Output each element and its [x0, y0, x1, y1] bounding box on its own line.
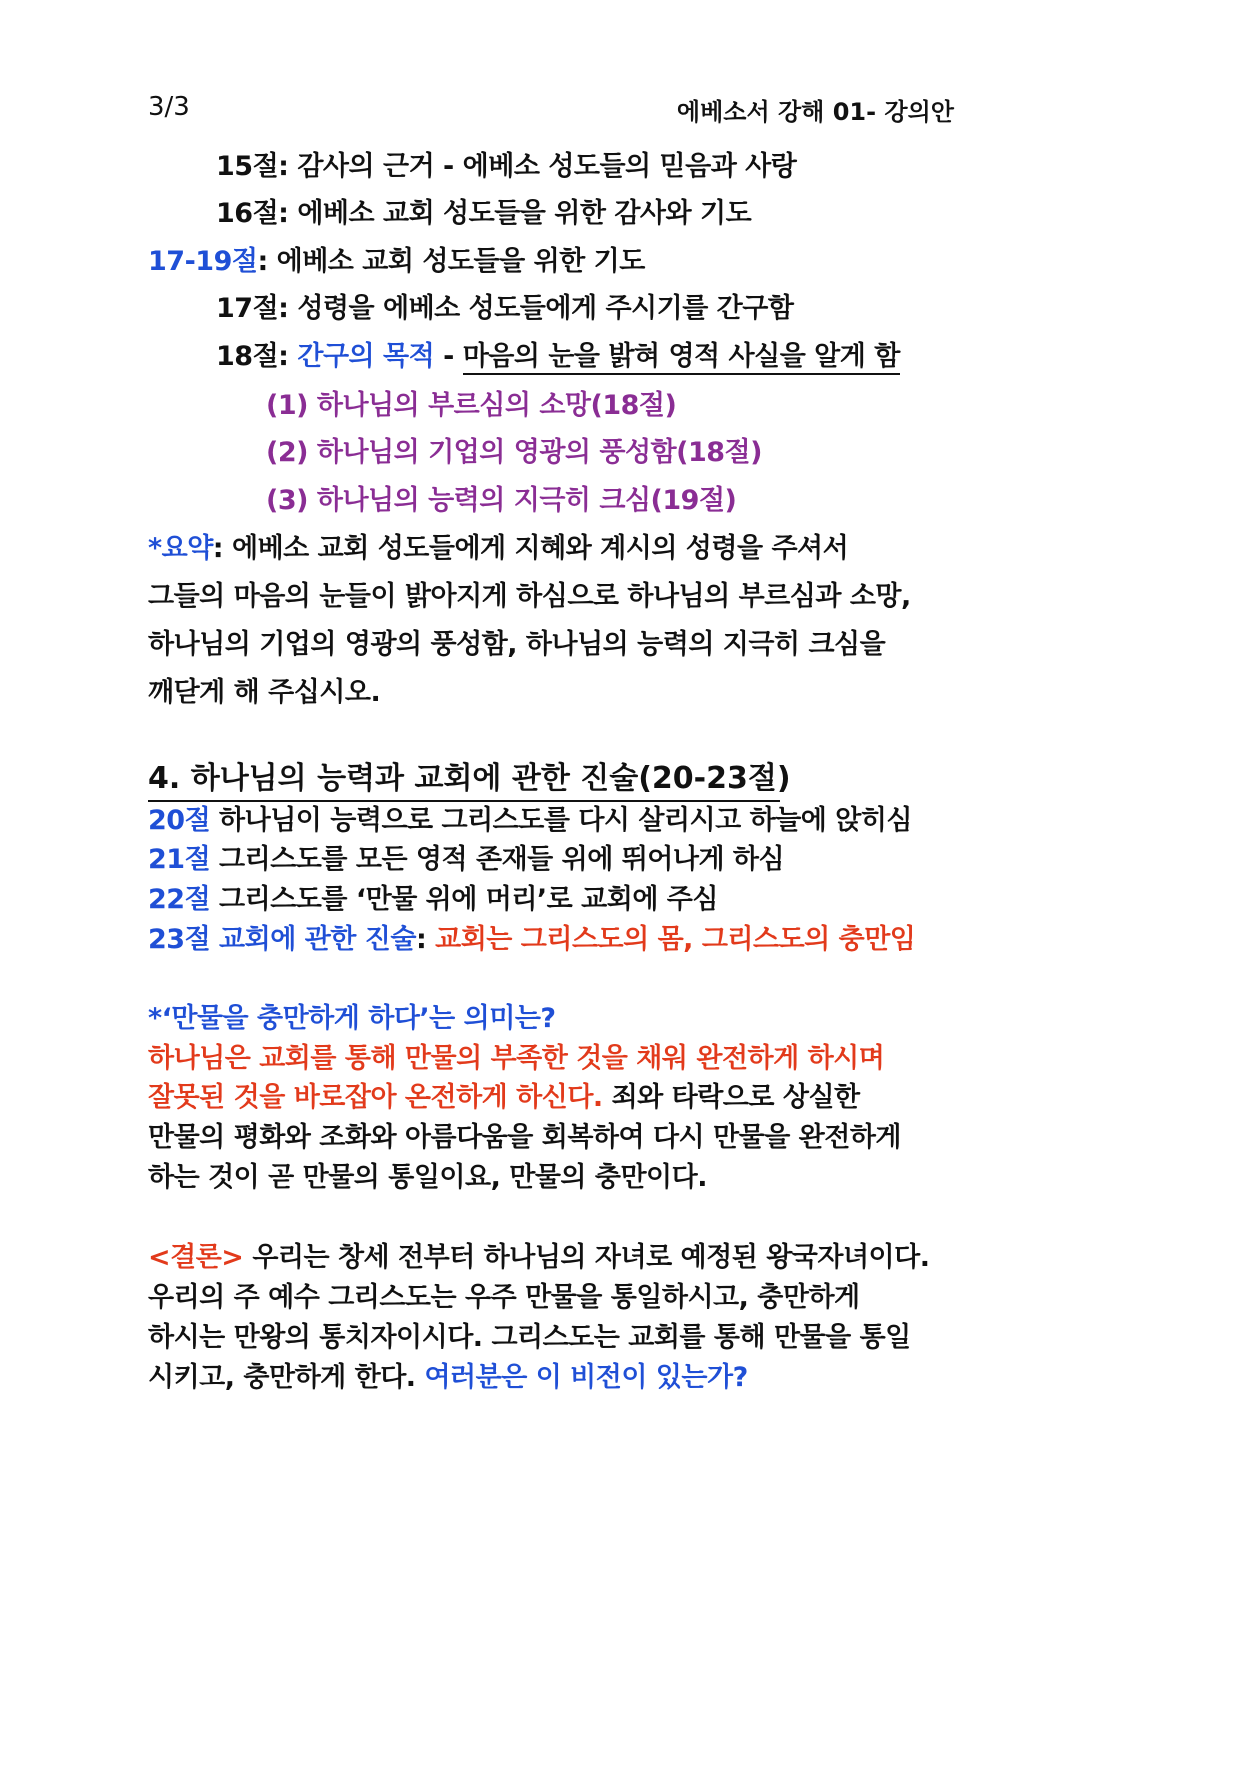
- purpose-point-2: (2) 하나님의 기업의 영광의 풍성함(18절): [266, 437, 762, 468]
- section-4-verse-22: [148, 880, 978, 920]
- page-number: 3/3: [148, 92, 190, 122]
- verse-range-text: : 에베소 교회 성도들을 위한 기도: [257, 246, 645, 277]
- conclusion-line-4: [148, 1358, 978, 1398]
- verse-21-label: 21절: [148, 844, 211, 875]
- verse-18-dash: -: [434, 341, 463, 372]
- meaning-line-2: [148, 1078, 978, 1118]
- outline-verse-17: 17절: 성령을 에베소 성도들에게 주시기를 간구함: [216, 293, 794, 324]
- purpose-point-3: (3) 하나님의 능력의 지극히 크심(19절): [266, 485, 737, 516]
- verse-18-prefix: 18절:: [216, 341, 298, 372]
- verse-20-label: 20절: [148, 805, 211, 836]
- conclusion-text-4: 시키고, 충만하게 한다.: [148, 1362, 416, 1393]
- meaning-question: *‘만물을 충만하게 하다’는 의미는?: [148, 1003, 556, 1034]
- meaning-line-4: 하는 것이 곧 만물의 통일이요, 만물의 충만이다.: [148, 1162, 707, 1193]
- verse-21-text: 그리스도를 모든 영적 존재들 위에 뛰어나게 하심: [210, 844, 785, 875]
- meaning-line-3: 만물의 평화와 조화와 아름다움을 회복하여 다시 만물을 완전하게: [148, 1122, 902, 1153]
- verse-20-text: 하나님이 능력으로 그리스도를 다시 살리시고 하늘에 앉히심: [210, 805, 913, 836]
- verse-23-colon: :: [415, 924, 436, 955]
- conclusion-label: <결론>: [148, 1242, 244, 1273]
- conclusion-question: 여러분은 이 비전이 있는가?: [415, 1362, 748, 1393]
- meaning-line-2-black: 죄와 타락으로 상실한: [602, 1082, 860, 1113]
- summary-line-3: 하나님의 기업의 영광의 풍성함, 하나님의 능력의 지극히 크심을: [148, 629, 886, 660]
- summary-line-2: 그들의 마음의 눈들이 밝아지게 하심으로 하나님의 부르심과 소망,: [148, 581, 911, 612]
- outline-verse-15: 15절: 감사의 근거 - 에베소 성도들의 믿음과 사랑: [216, 151, 797, 182]
- outline-verse-18: [216, 337, 1046, 377]
- verse-range-label: 17-19절: [148, 246, 258, 277]
- conclusion-line-2: 우리의 주 예수 그리스도는 우주 만물을 통일하시고, 충만하게: [148, 1282, 860, 1313]
- conclusion-line-1: [148, 1238, 978, 1278]
- verse-22-text: 그리스도를 ‘만물 위에 머리’로 교회에 주심: [210, 884, 718, 915]
- summary-label: *요약: [148, 533, 213, 564]
- section-4-verse-21: [148, 840, 978, 880]
- summary-text-1: : 에베소 교회 성도들에게 지혜와 계시의 성령을 주셔서: [212, 533, 849, 564]
- outline-verse-16: 16절: 에베소 교회 성도들을 위한 감사와 기도: [216, 198, 752, 229]
- summary-line-4: 깨닫게 해 주십시오.: [148, 677, 381, 708]
- section-4-title: 4. 하나님의 능력과 교회에 관한 진술(20-23절): [148, 758, 780, 802]
- meaning-line-2-red: 잘못된 것을 바로잡아 온전하게 하신다.: [148, 1082, 603, 1113]
- conclusion-text-1: 우리는 창세 전부터 하나님의 자녀로 예정된 왕국자녀이다.: [243, 1242, 930, 1273]
- section-4-verse-20: [148, 801, 978, 841]
- verse-18-highlight: 간구의 목적: [297, 341, 435, 372]
- verse-23-label: 23절 교회에 관한 진술: [148, 924, 416, 955]
- purpose-point-1: (1) 하나님의 부르심의 소망(18절): [266, 390, 677, 421]
- outline-verses-17-19: [148, 242, 978, 282]
- verse-22-label: 22절: [148, 884, 211, 915]
- section-4-verse-23: [148, 920, 978, 960]
- conclusion-line-3: 하시는 만왕의 통치자이시다. 그리스도는 교회를 통해 만물을 통일: [148, 1322, 911, 1353]
- verse-23-text: 교회는 그리스도의 몸, 그리스도의 충만임: [435, 924, 916, 955]
- verse-18-underlined: 마음의 눈을 밝혀 영적 사실을 알게 함: [463, 341, 900, 375]
- page-header: [148, 88, 954, 128]
- summary-line-1: [148, 529, 978, 569]
- meaning-line-1: 하나님은 교회를 통해 만물의 부족한 것을 채워 완전하게 하시며: [148, 1043, 885, 1074]
- document-title: 에베소서 강해 01- 강의안: [676, 98, 954, 126]
